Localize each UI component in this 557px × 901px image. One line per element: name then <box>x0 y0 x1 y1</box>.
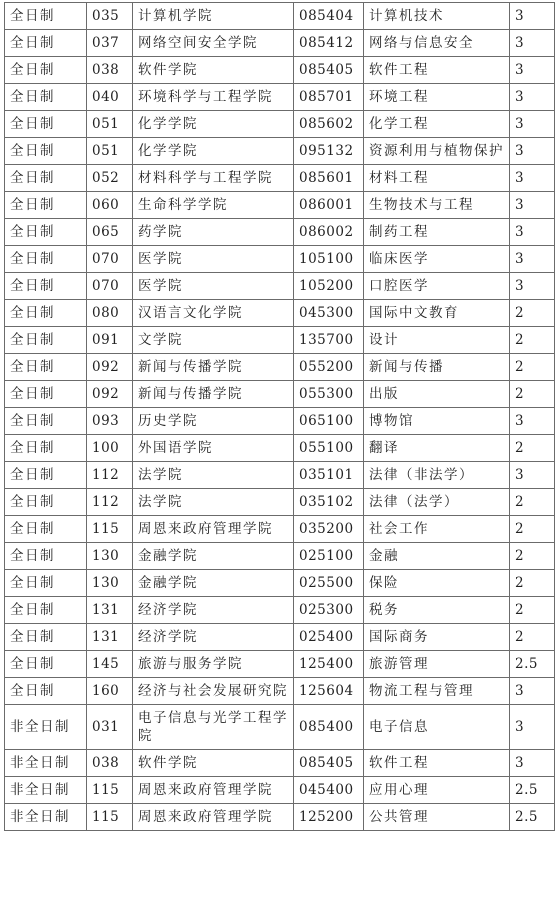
table-row <box>5 750 555 777</box>
duration-cell: 2 <box>510 597 555 624</box>
duration-cell: 3 <box>510 138 555 165</box>
table-row <box>5 3 555 30</box>
duration-cell: 3 <box>510 192 555 219</box>
duration-cell: 2 <box>510 300 555 327</box>
table-row <box>5 327 555 354</box>
table-row <box>5 111 555 138</box>
major-name-cell: 物流工程与管理 <box>364 678 510 705</box>
major-name-cell: 设计 <box>364 327 510 354</box>
college-name-cell: 环境科学与工程学院 <box>133 84 294 111</box>
major-code-cell: 085400 <box>294 705 364 750</box>
college-code-cell: 080 <box>87 300 133 327</box>
major-code-cell: 055300 <box>294 381 364 408</box>
duration-cell: 3 <box>510 462 555 489</box>
major-name-cell: 金融 <box>364 543 510 570</box>
study-mode-cell: 全日制 <box>5 3 87 30</box>
major-code-cell: 085701 <box>294 84 364 111</box>
study-mode-cell: 全日制 <box>5 111 87 138</box>
college-code-cell: 052 <box>87 165 133 192</box>
study-mode-cell: 全日制 <box>5 138 87 165</box>
study-mode-cell: 全日制 <box>5 327 87 354</box>
study-mode-cell: 全日制 <box>5 246 87 273</box>
college-code-cell: 060 <box>87 192 133 219</box>
study-mode-cell: 全日制 <box>5 354 87 381</box>
duration-cell: 3 <box>510 111 555 138</box>
major-code-cell: 055100 <box>294 435 364 462</box>
study-mode-cell: 全日制 <box>5 219 87 246</box>
college-name-cell: 医学院 <box>133 246 294 273</box>
study-mode-cell: 全日制 <box>5 516 87 543</box>
table-row <box>5 84 555 111</box>
college-name-cell: 网络空间安全学院 <box>133 30 294 57</box>
study-mode-cell: 全日制 <box>5 651 87 678</box>
college-code-cell: 038 <box>87 57 133 84</box>
college-code-cell: 035 <box>87 3 133 30</box>
table-row <box>5 273 555 300</box>
study-mode-cell: 全日制 <box>5 624 87 651</box>
college-name-cell: 周恩来政府管理学院 <box>133 804 294 831</box>
major-code-cell: 035102 <box>294 489 364 516</box>
duration-cell: 3 <box>510 30 555 57</box>
study-mode-cell: 全日制 <box>5 435 87 462</box>
major-code-cell: 095132 <box>294 138 364 165</box>
college-code-cell: 131 <box>87 624 133 651</box>
major-name-cell: 化学工程 <box>364 111 510 138</box>
major-name-cell: 计算机技术 <box>364 3 510 30</box>
program-table <box>4 2 555 831</box>
college-name-cell: 药学院 <box>133 219 294 246</box>
major-code-cell: 025100 <box>294 543 364 570</box>
duration-cell: 3 <box>510 408 555 435</box>
college-name-cell: 材料科学与工程学院 <box>133 165 294 192</box>
college-code-cell: 100 <box>87 435 133 462</box>
major-name-cell: 资源利用与植物保护 <box>364 138 510 165</box>
duration-cell: 2 <box>510 516 555 543</box>
college-name-cell: 经济与社会发展研究院 <box>133 678 294 705</box>
major-code-cell: 065100 <box>294 408 364 435</box>
college-name-cell: 计算机学院 <box>133 3 294 30</box>
study-mode-cell: 全日制 <box>5 462 87 489</box>
college-name-cell: 电子信息与光学工程学院 <box>133 705 294 750</box>
college-name-cell: 软件学院 <box>133 57 294 84</box>
college-code-cell: 130 <box>87 543 133 570</box>
study-mode-cell: 全日制 <box>5 84 87 111</box>
college-code-cell: 031 <box>87 705 133 750</box>
duration-cell: 2 <box>510 489 555 516</box>
college-code-cell: 112 <box>87 489 133 516</box>
duration-cell: 2 <box>510 435 555 462</box>
duration-cell: 3 <box>510 219 555 246</box>
study-mode-cell: 全日制 <box>5 489 87 516</box>
major-code-cell: 086002 <box>294 219 364 246</box>
college-code-cell: 070 <box>87 273 133 300</box>
table-row <box>5 192 555 219</box>
table-row <box>5 678 555 705</box>
major-name-cell: 翻译 <box>364 435 510 462</box>
major-name-cell: 法律（法学） <box>364 489 510 516</box>
table-row <box>5 300 555 327</box>
college-code-cell: 115 <box>87 804 133 831</box>
college-code-cell: 130 <box>87 570 133 597</box>
duration-cell: 3 <box>510 57 555 84</box>
major-code-cell: 035101 <box>294 462 364 489</box>
college-code-cell: 037 <box>87 30 133 57</box>
study-mode-cell: 全日制 <box>5 192 87 219</box>
duration-cell: 2.5 <box>510 651 555 678</box>
table-row <box>5 651 555 678</box>
major-code-cell: 025400 <box>294 624 364 651</box>
major-code-cell: 035200 <box>294 516 364 543</box>
table-row <box>5 219 555 246</box>
study-mode-cell: 全日制 <box>5 678 87 705</box>
college-code-cell: 051 <box>87 138 133 165</box>
table-row <box>5 381 555 408</box>
major-name-cell: 软件工程 <box>364 57 510 84</box>
study-mode-cell: 全日制 <box>5 273 87 300</box>
study-mode-cell: 全日制 <box>5 300 87 327</box>
college-code-cell: 131 <box>87 597 133 624</box>
major-name-cell: 应用心理 <box>364 777 510 804</box>
duration-cell: 3 <box>510 246 555 273</box>
major-code-cell: 085412 <box>294 30 364 57</box>
study-mode-cell: 全日制 <box>5 381 87 408</box>
college-name-cell: 周恩来政府管理学院 <box>133 516 294 543</box>
major-code-cell: 085405 <box>294 750 364 777</box>
duration-cell: 2 <box>510 570 555 597</box>
table-row <box>5 489 555 516</box>
college-code-cell: 065 <box>87 219 133 246</box>
college-name-cell: 经济学院 <box>133 597 294 624</box>
major-code-cell: 135700 <box>294 327 364 354</box>
study-mode-cell: 全日制 <box>5 30 87 57</box>
duration-cell: 3 <box>510 750 555 777</box>
table-row <box>5 570 555 597</box>
duration-cell: 3 <box>510 273 555 300</box>
major-code-cell: 045300 <box>294 300 364 327</box>
major-code-cell: 086001 <box>294 192 364 219</box>
table-row <box>5 246 555 273</box>
major-code-cell: 085404 <box>294 3 364 30</box>
major-name-cell: 国际商务 <box>364 624 510 651</box>
major-code-cell: 105100 <box>294 246 364 273</box>
college-name-cell: 医学院 <box>133 273 294 300</box>
duration-cell: 2 <box>510 327 555 354</box>
study-mode-cell: 非全日制 <box>5 804 87 831</box>
major-name-cell: 税务 <box>364 597 510 624</box>
major-code-cell: 085602 <box>294 111 364 138</box>
major-code-cell: 025500 <box>294 570 364 597</box>
duration-cell: 2 <box>510 624 555 651</box>
major-code-cell: 045400 <box>294 777 364 804</box>
college-name-cell: 新闻与传播学院 <box>133 381 294 408</box>
major-name-cell: 口腔医学 <box>364 273 510 300</box>
major-name-cell: 临床医学 <box>364 246 510 273</box>
college-name-cell: 周恩来政府管理学院 <box>133 777 294 804</box>
study-mode-cell: 全日制 <box>5 543 87 570</box>
major-name-cell: 博物馆 <box>364 408 510 435</box>
major-code-cell: 085601 <box>294 165 364 192</box>
table-row <box>5 516 555 543</box>
duration-cell: 3 <box>510 705 555 750</box>
major-name-cell: 生物技术与工程 <box>364 192 510 219</box>
major-name-cell: 软件工程 <box>364 750 510 777</box>
college-code-cell: 115 <box>87 777 133 804</box>
college-name-cell: 生命科学学院 <box>133 192 294 219</box>
study-mode-cell: 非全日制 <box>5 705 87 750</box>
college-code-cell: 070 <box>87 246 133 273</box>
college-code-cell: 092 <box>87 381 133 408</box>
duration-cell: 3 <box>510 3 555 30</box>
study-mode-cell: 非全日制 <box>5 777 87 804</box>
college-code-cell: 112 <box>87 462 133 489</box>
major-code-cell: 055200 <box>294 354 364 381</box>
college-code-cell: 038 <box>87 750 133 777</box>
major-code-cell: 125200 <box>294 804 364 831</box>
college-name-cell: 法学院 <box>133 462 294 489</box>
duration-cell: 3 <box>510 165 555 192</box>
college-name-cell: 旅游与服务学院 <box>133 651 294 678</box>
study-mode-cell: 非全日制 <box>5 750 87 777</box>
table-row <box>5 462 555 489</box>
college-name-cell: 经济学院 <box>133 624 294 651</box>
study-mode-cell: 全日制 <box>5 408 87 435</box>
college-code-cell: 115 <box>87 516 133 543</box>
table-row <box>5 435 555 462</box>
major-name-cell: 旅游管理 <box>364 651 510 678</box>
major-code-cell: 025300 <box>294 597 364 624</box>
major-name-cell: 出版 <box>364 381 510 408</box>
major-name-cell: 网络与信息安全 <box>364 30 510 57</box>
duration-cell: 2 <box>510 354 555 381</box>
college-name-cell: 金融学院 <box>133 570 294 597</box>
duration-cell: 3 <box>510 678 555 705</box>
major-name-cell: 公共管理 <box>364 804 510 831</box>
major-name-cell: 社会工作 <box>364 516 510 543</box>
table-row <box>5 165 555 192</box>
table-row <box>5 543 555 570</box>
duration-cell: 2.5 <box>510 804 555 831</box>
major-name-cell: 环境工程 <box>364 84 510 111</box>
table-row <box>5 408 555 435</box>
study-mode-cell: 全日制 <box>5 597 87 624</box>
college-code-cell: 040 <box>87 84 133 111</box>
duration-cell: 2 <box>510 543 555 570</box>
program-table-body <box>5 3 555 831</box>
table-row <box>5 624 555 651</box>
table-row <box>5 597 555 624</box>
duration-cell: 3 <box>510 84 555 111</box>
college-name-cell: 金融学院 <box>133 543 294 570</box>
table-row <box>5 138 555 165</box>
major-code-cell: 125604 <box>294 678 364 705</box>
college-name-cell: 历史学院 <box>133 408 294 435</box>
table-row <box>5 777 555 804</box>
college-code-cell: 051 <box>87 111 133 138</box>
college-code-cell: 092 <box>87 354 133 381</box>
table-row <box>5 804 555 831</box>
major-code-cell: 105200 <box>294 273 364 300</box>
college-code-cell: 145 <box>87 651 133 678</box>
college-name-cell: 软件学院 <box>133 750 294 777</box>
college-code-cell: 093 <box>87 408 133 435</box>
major-name-cell: 制药工程 <box>364 219 510 246</box>
study-mode-cell: 全日制 <box>5 165 87 192</box>
college-code-cell: 160 <box>87 678 133 705</box>
major-code-cell: 085405 <box>294 57 364 84</box>
college-name-cell: 汉语言文化学院 <box>133 300 294 327</box>
college-name-cell: 外国语学院 <box>133 435 294 462</box>
college-name-cell: 化学学院 <box>133 138 294 165</box>
major-name-cell: 保险 <box>364 570 510 597</box>
table-row <box>5 30 555 57</box>
major-name-cell: 电子信息 <box>364 705 510 750</box>
major-name-cell: 新闻与传播 <box>364 354 510 381</box>
study-mode-cell: 全日制 <box>5 570 87 597</box>
table-row <box>5 354 555 381</box>
college-code-cell: 091 <box>87 327 133 354</box>
major-name-cell: 国际中文教育 <box>364 300 510 327</box>
study-mode-cell: 全日制 <box>5 57 87 84</box>
major-name-cell: 法律（非法学） <box>364 462 510 489</box>
duration-cell: 2 <box>510 381 555 408</box>
duration-cell: 2.5 <box>510 777 555 804</box>
college-name-cell: 法学院 <box>133 489 294 516</box>
college-name-cell: 化学学院 <box>133 111 294 138</box>
table-row <box>5 705 555 750</box>
college-name-cell: 文学院 <box>133 327 294 354</box>
table-row <box>5 57 555 84</box>
major-name-cell: 材料工程 <box>364 165 510 192</box>
major-code-cell: 125400 <box>294 651 364 678</box>
college-name-cell: 新闻与传播学院 <box>133 354 294 381</box>
